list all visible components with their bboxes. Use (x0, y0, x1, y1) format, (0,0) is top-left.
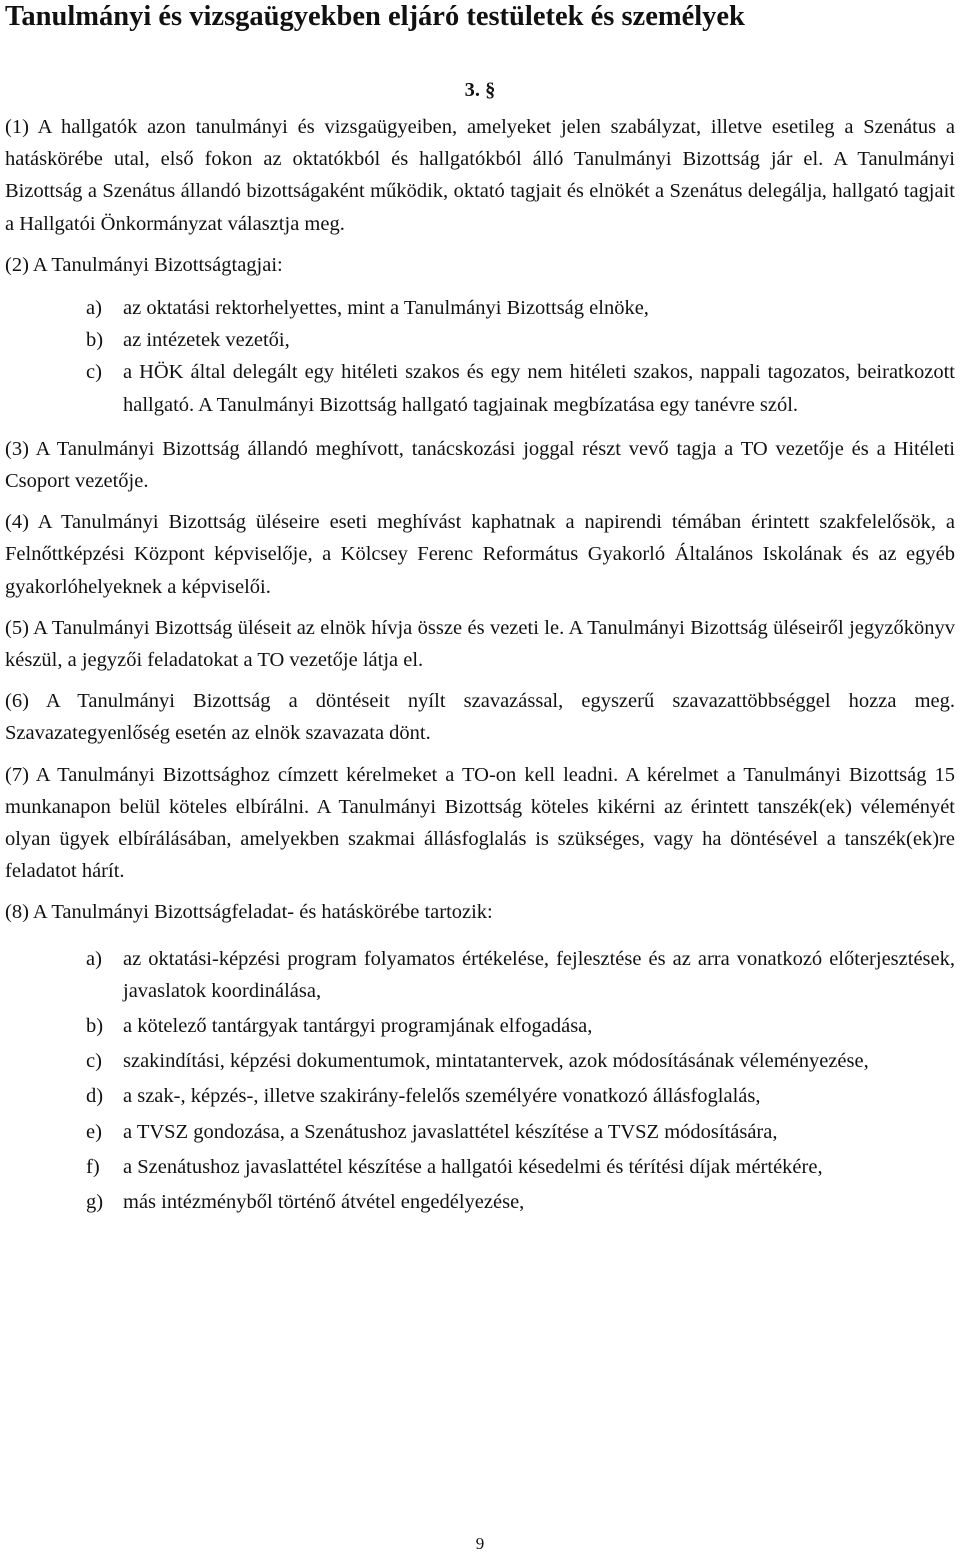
list-item-text: az oktatási-képzési program folyamatos értékelése, fejlesztése és az arra vonatkozó előterjesztések, javaslatok koordinálása, (123, 947, 955, 1002)
list-item-text: a szak-, képzés-, illetve szakirány-felelős személyére vonatkozó állásfoglalás, (123, 1085, 761, 1108)
list-item (5, 1186, 955, 1218)
list-item-marker: b) (86, 329, 104, 352)
list-item-marker: f) (86, 1155, 100, 1178)
paragraph-5: (5) A Tanulmányi Bizottság üléseit az elnök hívja össze és vezeti le. A Tanulmányi Bizottság üléseiről jegyzőkönyv készül, a jegyzői feladatokat a TO vezetője látja el. (5, 616, 955, 672)
paragraph-4: (4) A Tanulmányi Bizottság üléseire eseti meghívást kaphatnak a napirendi témában érintett szakfelelősök, a Felnőttképzési Központ képviselője, a Kölcsey Ferenc Református Gyakorló Általános Iskolának és az egyéb gyakorlóhelyeknek a képviselői. (5, 511, 955, 598)
list-item-marker: b) (86, 1015, 104, 1038)
list-item (5, 292, 955, 324)
list-item-marker: a) (86, 297, 102, 320)
list-item (5, 356, 955, 420)
list-item-marker: c) (86, 361, 102, 384)
list-item-marker: a) (86, 947, 102, 970)
list-item (5, 1045, 955, 1077)
list-item-text: a HÖK által delegált egy hitéleti szakos és egy nem hitéleti szakos, nappali tagozatos, beiratkozott hallgató. A Tanulmányi Bizottság hallgató tagjainak megbízatása egy tanévre szól. (123, 361, 955, 416)
list-item-text: szakindítási, képzési dokumentumok, mintatantervek, azok módosításának véleményezése, (123, 1050, 869, 1073)
list-item-text: az oktatási rektorhelyettes, mint a Tanulmányi Bizottság elnöke, (123, 297, 649, 320)
list-item (5, 324, 955, 356)
list-item (5, 1116, 955, 1148)
list-item-marker: e) (86, 1120, 102, 1143)
list-item (5, 1151, 955, 1183)
paragraph-7: (7) A Tanulmányi Bizottsághoz címzett kérelmeket a TO-on kell leadni. A kérelmet a Tanulmányi Bizottság 15 munkanapon belül köteles elbírálni. A Tanulmányi Bizottság köteles kikérni az érintett tanszék(ek) véleményét olyan ügyek elbírálásában, amelyekben szakmai állásfoglalás is szükséges, vagy ha döntésével a tanszék(ek)re feladatot hárít. (5, 763, 955, 883)
paragraph-2: (2) A Tanulmányi Bizottságtagjai: (5, 253, 283, 276)
list-item-text: a kötelező tantárgyak tantárgyi programjának elfogadása, (123, 1015, 593, 1038)
list-item-marker: d) (86, 1085, 104, 1108)
paragraph-8-list (5, 943, 955, 1219)
page-number: 9 (475, 1534, 485, 1553)
list-item-text: más intézményből történő átvétel engedélyezése, (123, 1191, 525, 1214)
list-item (5, 1010, 955, 1042)
paragraph-2-list (5, 292, 955, 421)
list-item-marker: c) (86, 1050, 102, 1073)
list-item-text: a Szenátushoz javaslattétel készítése a hallgatói késedelmi és térítési díjak mértékére, (123, 1155, 823, 1178)
document-body (5, 111, 955, 1230)
paragraph-3: (3) A Tanulmányi Bizottság állandó meghívott, tanácskozási joggal részt vevő tagja a TO vezetője és a Hitéleti Csoport vezetője. (5, 437, 955, 493)
section-number: 3. § (464, 79, 496, 101)
paragraph-8: (8) A Tanulmányi Bizottságfeladat- és hatáskörébe tartozik: (5, 901, 493, 924)
list-item-marker: g) (86, 1191, 104, 1214)
paragraph-6: (6) A Tanulmányi Bizottság a döntéseit nyílt szavazással, egyszerű szavazattöbbséggel hozza meg. Szavazategyenlőség esetén az elnök szavazata dönt. (5, 690, 955, 745)
page-title: Tanulmányi és vizsgaügyekben eljáró testületek és személyek (5, 1, 745, 32)
list-item (5, 943, 955, 1007)
list-item-text: az intézetek vezetői, (123, 329, 290, 352)
list-item (5, 1080, 955, 1112)
paragraph-1: (1) A hallgatók azon tanulmányi és vizsgaügyeiben, amelyeket jelen szabályzat, illetve esetileg a Szenátus a hatáskörébe utal, első fokon az oktatókból és hallgatókból álló Tanulmányi Bizottság jár el. A Tanulmányi Bizottság a Szenátus állandó bizottságaként működik, oktató tagjait és elnökét a Szenátus delegálja, hallgató tagjait a Hallgatói Önkormányzat választja meg. (5, 116, 955, 235)
list-item-text: a TVSZ gondozása, a Szenátushoz javaslattétel készítése a TVSZ módosítására, (123, 1120, 778, 1143)
